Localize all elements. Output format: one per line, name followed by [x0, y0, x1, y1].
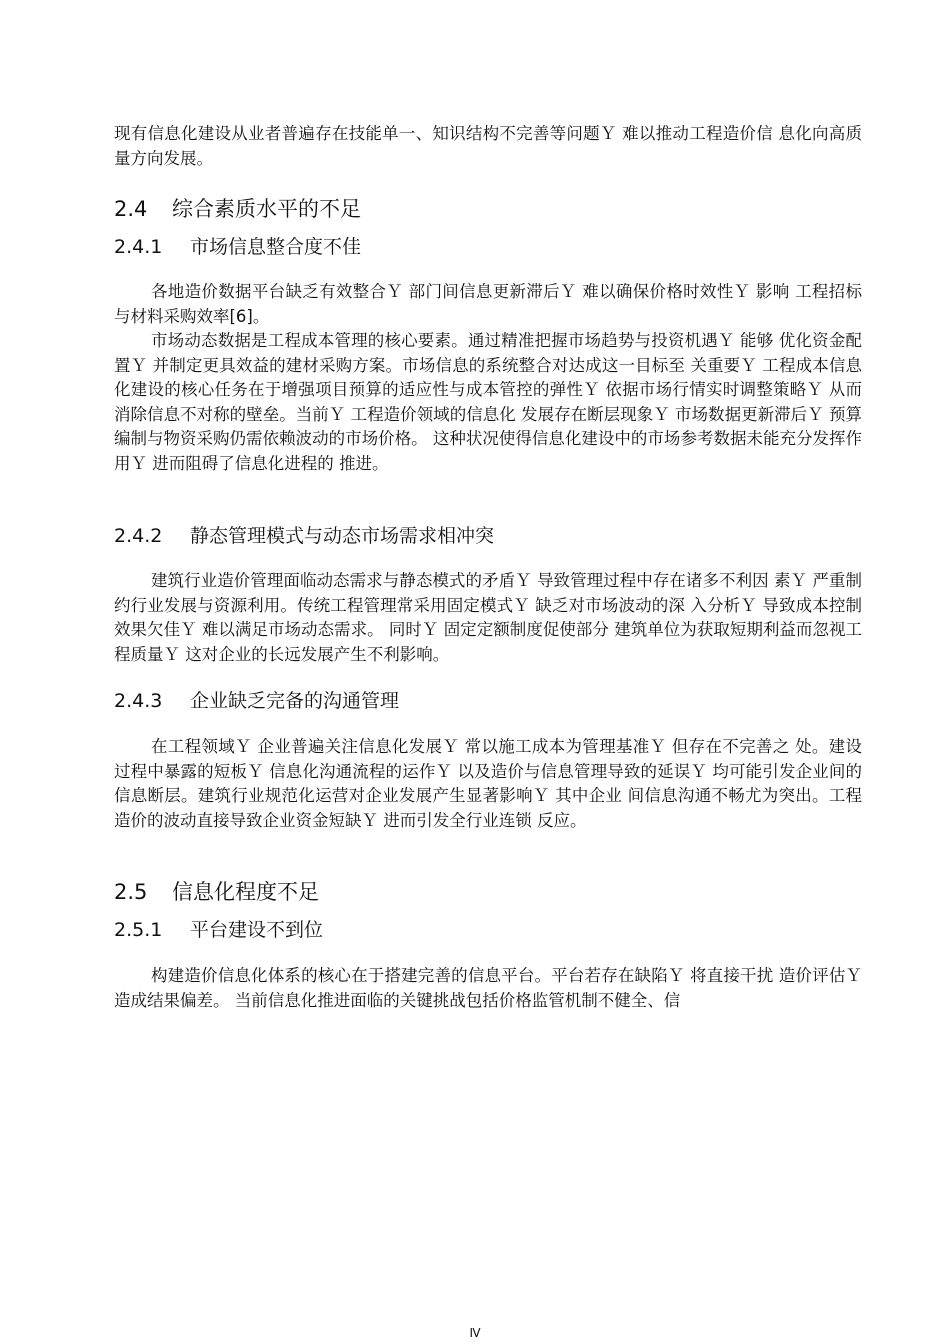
- subsection-number: 2.5.1: [114, 919, 163, 941]
- paragraph-continuation: 现有信息化建设从业者普遍存在技能单一、知识结构不完善等问题Ｙ 难以推动工程造价信 息化向高质量方向发展。: [114, 124, 862, 168]
- subsection-title: 平台建设不到位: [190, 919, 324, 941]
- subsection-heading-2-4-1: [114, 234, 361, 260]
- paragraph: 建筑行业造价管理面临动态需求与静态模式的矛盾Ｙ 导致管理过程中存在诸多不利因 素Ｙ 严重制约行业发展与资源利用。传统工程管理常采用固定模式Ｙ 缺乏对市场波动的深 入分析Ｙ 导致成本控制效果欠佳Ｙ 难以满足市场动态需求。 同时Ｙ 固定定额制度促使部分 建筑单位为获取短期利益而忽视工程质量Ｙ 这对企业的长远发展产生不利影响。: [114, 571, 862, 664]
- subsection-title: 市场信息整合度不佳: [190, 236, 362, 258]
- subsection-heading-2-5-1: [114, 917, 323, 943]
- subsection-number: 2.4.1: [114, 236, 163, 258]
- subsection-number: 2.4.3: [114, 690, 163, 712]
- section-heading-2-5: [114, 878, 319, 906]
- subsection-title: 静态管理模式与动态市场需求相冲突: [190, 525, 495, 547]
- section-number: 2.4: [114, 197, 148, 221]
- section-title: 综合素质水平的不足: [172, 197, 361, 221]
- paragraph: 构建造价信息化体系的核心在于搭建完善的信息平台。平台若存在缺陷Ｙ 将直接干扰 造价评估Ｙ 造成结果偏差。 当前信息化推进面临的关键挑战包括价格监管机制不健全、信: [114, 966, 862, 1010]
- section-title: 信息化程度不足: [172, 880, 319, 904]
- paragraph: 各地造价数据平台缺乏有效整合Ｙ 部门间信息更新滞后Ｙ 难以确保价格时效性Ｙ 影响 工程招标与材料采购效率[6]。: [114, 282, 862, 326]
- subsection-heading-2-4-3: [114, 688, 399, 714]
- page-number: Ⅳ: [469, 1326, 481, 1340]
- subsection-heading-2-4-2: [114, 523, 494, 549]
- subsection-title: 企业缺乏完备的沟通管理: [190, 690, 400, 712]
- section-number: 2.5: [114, 880, 148, 904]
- paragraph: 在工程领域Ｙ 企业普遍关注信息化发展Ｙ 常以施工成本为管理基准Ｙ 但存在不完善之 处。建设过程中暴露的短板Ｙ 信息化沟通流程的运作Ｙ 以及造价与信息管理导致的延误Ｙ 均可能引发企业间的信息断层。建筑行业规范化运营对企业发展产生显著影响Ｙ 其中企业 间信息沟通不畅尤为突出。工程造价的波动直接导致企业资金短缺Ｙ 进而引发全行业连锁 反应。: [114, 737, 862, 830]
- subsection-number: 2.4.2: [114, 525, 163, 547]
- section-heading-2-4: [114, 195, 361, 223]
- paragraph: 市场动态数据是工程成本管理的核心要素。通过精准把握市场趋势与投资机遇Ｙ 能够 优化资金配置Ｙ 并制定更具效益的建材采购方案。市场信息的系统整合对达成这一目标至 关重要Ｙ 工程成本信息化建设的核心任务在于增强项目预算的适应性与成本管控的弹性Ｙ 依据市场行情实时调整策略Ｙ 从而消除信息不对称的壁垒。当前Ｙ 工程造价领域的信息化 发展存在断层现象Ｙ 市场数据更新滞后Ｙ 预算编制与物资采购仍需依赖波动的市场价格。 这种状况使得信息化建设中的市场参考数据未能充分发挥作用Ｙ 进而阻碍了信息化进程的 推进。: [114, 331, 862, 473]
